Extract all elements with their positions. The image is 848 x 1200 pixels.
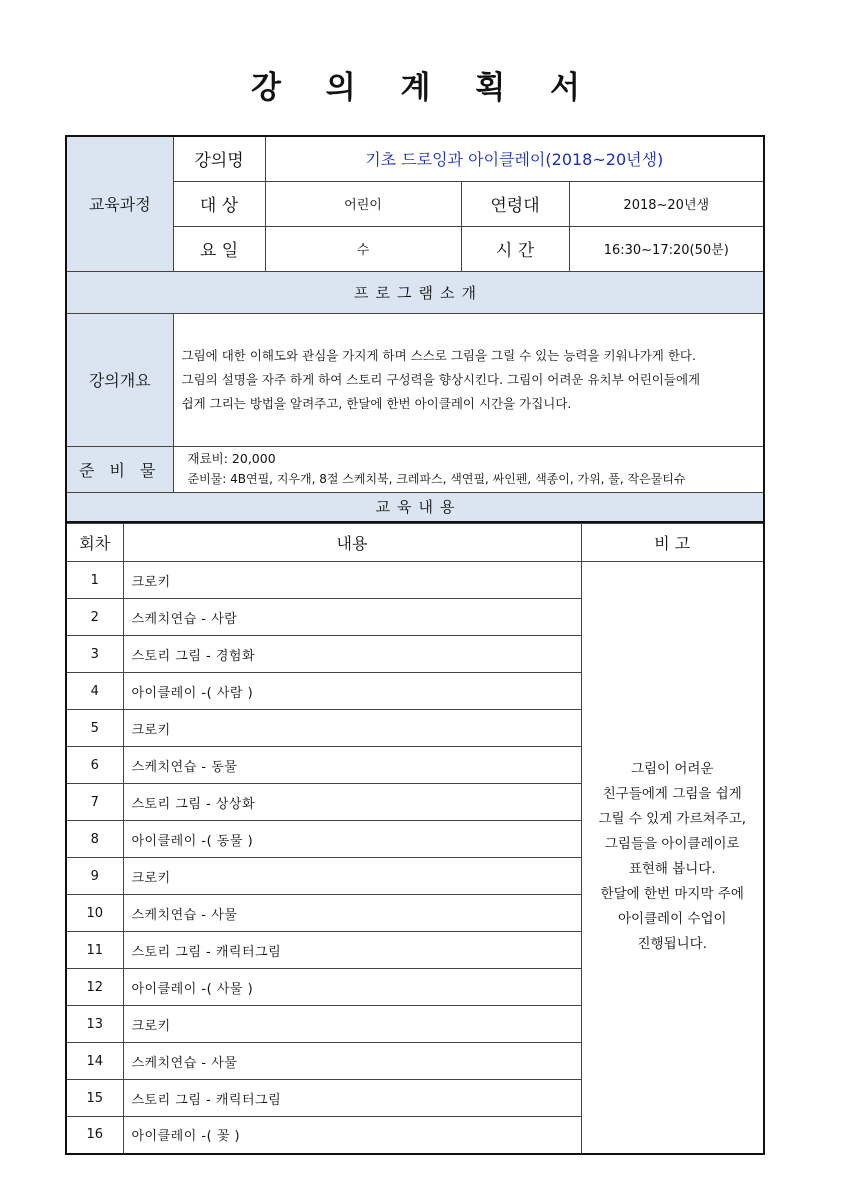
remark-line: 그릴 수 있게 가르쳐주고,	[598, 811, 747, 828]
session-number: 11	[66, 932, 123, 969]
session-number: 10	[66, 895, 123, 932]
day-value: 수	[265, 226, 461, 271]
overview-line: 그림의 설명을 자주 하게 하여 스토리 구성력을 향상시킨다. 그림이 어려운 유치부 어린이들에게	[181, 371, 701, 387]
session-number: 5	[66, 710, 123, 747]
session-content: 아이클레이 -( 사물 )	[123, 969, 581, 1006]
prep-fee: 재료비: 20,000	[187, 451, 276, 466]
target-label: 대 상	[173, 181, 265, 226]
remark-column-header: 비 고	[581, 524, 764, 562]
day-label: 요 일	[173, 226, 265, 271]
remark-line: 진행됩니다.	[637, 936, 707, 953]
session-number: 3	[66, 636, 123, 673]
remark-note	[581, 562, 764, 1154]
course-group-label: 교육과정	[66, 136, 173, 271]
session-content: 크로키	[123, 858, 581, 895]
session-number: 14	[66, 1043, 123, 1080]
prep-items: 준비물: 4B연필, 지우개, 8절 스케치북, 크레파스, 색연필, 싸인펜, 색종이, 가위, 풀, 작은물티슈	[187, 472, 686, 486]
prep-label: 준 비 물	[66, 446, 173, 492]
session-number: 7	[66, 784, 123, 821]
course-name-label: 강의명	[173, 136, 265, 181]
program-intro-header: 프로그램소개	[66, 271, 764, 313]
session-number: 2	[66, 599, 123, 636]
content-column-header: 내용	[123, 524, 581, 562]
session-number: 16	[66, 1117, 123, 1154]
session-content: 아이클레이 -( 동물 )	[123, 821, 581, 858]
overview-line: 그림에 대한 이해도와 관심을 가지게 하며 스스로 그림을 그릴 수 있는 능력을 키워나가게 한다.	[181, 347, 696, 363]
session-number: 12	[66, 969, 123, 1006]
overview-label: 강의개요	[66, 313, 173, 446]
schedule-table	[65, 523, 765, 1155]
remark-line: 친구들에게 그림을 쉽게	[602, 786, 742, 803]
time-label: 시 간	[461, 226, 569, 271]
remark-line: 아이클레이 수업이	[617, 911, 727, 928]
session-number: 4	[66, 673, 123, 710]
session-content: 크로키	[123, 710, 581, 747]
age-label: 연령대	[461, 181, 569, 226]
session-content: 아이클레이 -( 사람 )	[123, 673, 581, 710]
target-value: 어린이	[265, 181, 461, 226]
session-content: 아이클레이 -( 꽃 )	[123, 1117, 581, 1154]
session-content: 스케치연습 - 사물	[123, 1043, 581, 1080]
session-number: 6	[66, 747, 123, 784]
remark-line: 한달에 한번 마지막 주에	[600, 886, 744, 903]
session-number: 1	[66, 562, 123, 599]
time-value: 16:30~17:20(50분)	[569, 226, 764, 271]
course-info-table	[65, 135, 765, 523]
session-content: 스케치연습 - 사람	[123, 599, 581, 636]
remark-line: 그림들을 아이클레이로	[604, 836, 740, 853]
session-content: 스토리 그림 - 경험화	[123, 636, 581, 673]
session-content: 크로키	[123, 562, 581, 599]
course-name-value: 기초 드로잉과 아이클레이(2018~20년생)	[265, 136, 764, 181]
session-number: 9	[66, 858, 123, 895]
prep-text	[173, 446, 764, 492]
document-title: 강 의 계 획 서	[251, 70, 597, 106]
session-number: 15	[66, 1080, 123, 1117]
session-content: 스토리 그림 - 캐릭터그림	[123, 1080, 581, 1117]
overview-text	[173, 313, 764, 446]
education-content-header: 교육내용	[66, 492, 764, 522]
age-value: 2018~20년생	[569, 181, 764, 226]
overview-line: 쉽게 그리는 방법을 알려주고, 한달에 한번 아이클레이 시간을 가집니다.	[181, 395, 572, 411]
session-column-header: 회차	[66, 524, 123, 562]
session-content: 스케치연습 - 사물	[123, 895, 581, 932]
session-content: 스케치연습 - 동물	[123, 747, 581, 784]
session-content: 크로키	[123, 1006, 581, 1043]
table-row	[66, 562, 764, 599]
session-content: 스토리 그림 - 상상화	[123, 784, 581, 821]
session-content: 스토리 그림 - 캐릭터그림	[123, 932, 581, 969]
session-number: 13	[66, 1006, 123, 1043]
remark-line: 그림이 어려운	[630, 761, 714, 778]
session-number: 8	[66, 821, 123, 858]
remark-line: 표현해 봅니다.	[628, 861, 716, 878]
